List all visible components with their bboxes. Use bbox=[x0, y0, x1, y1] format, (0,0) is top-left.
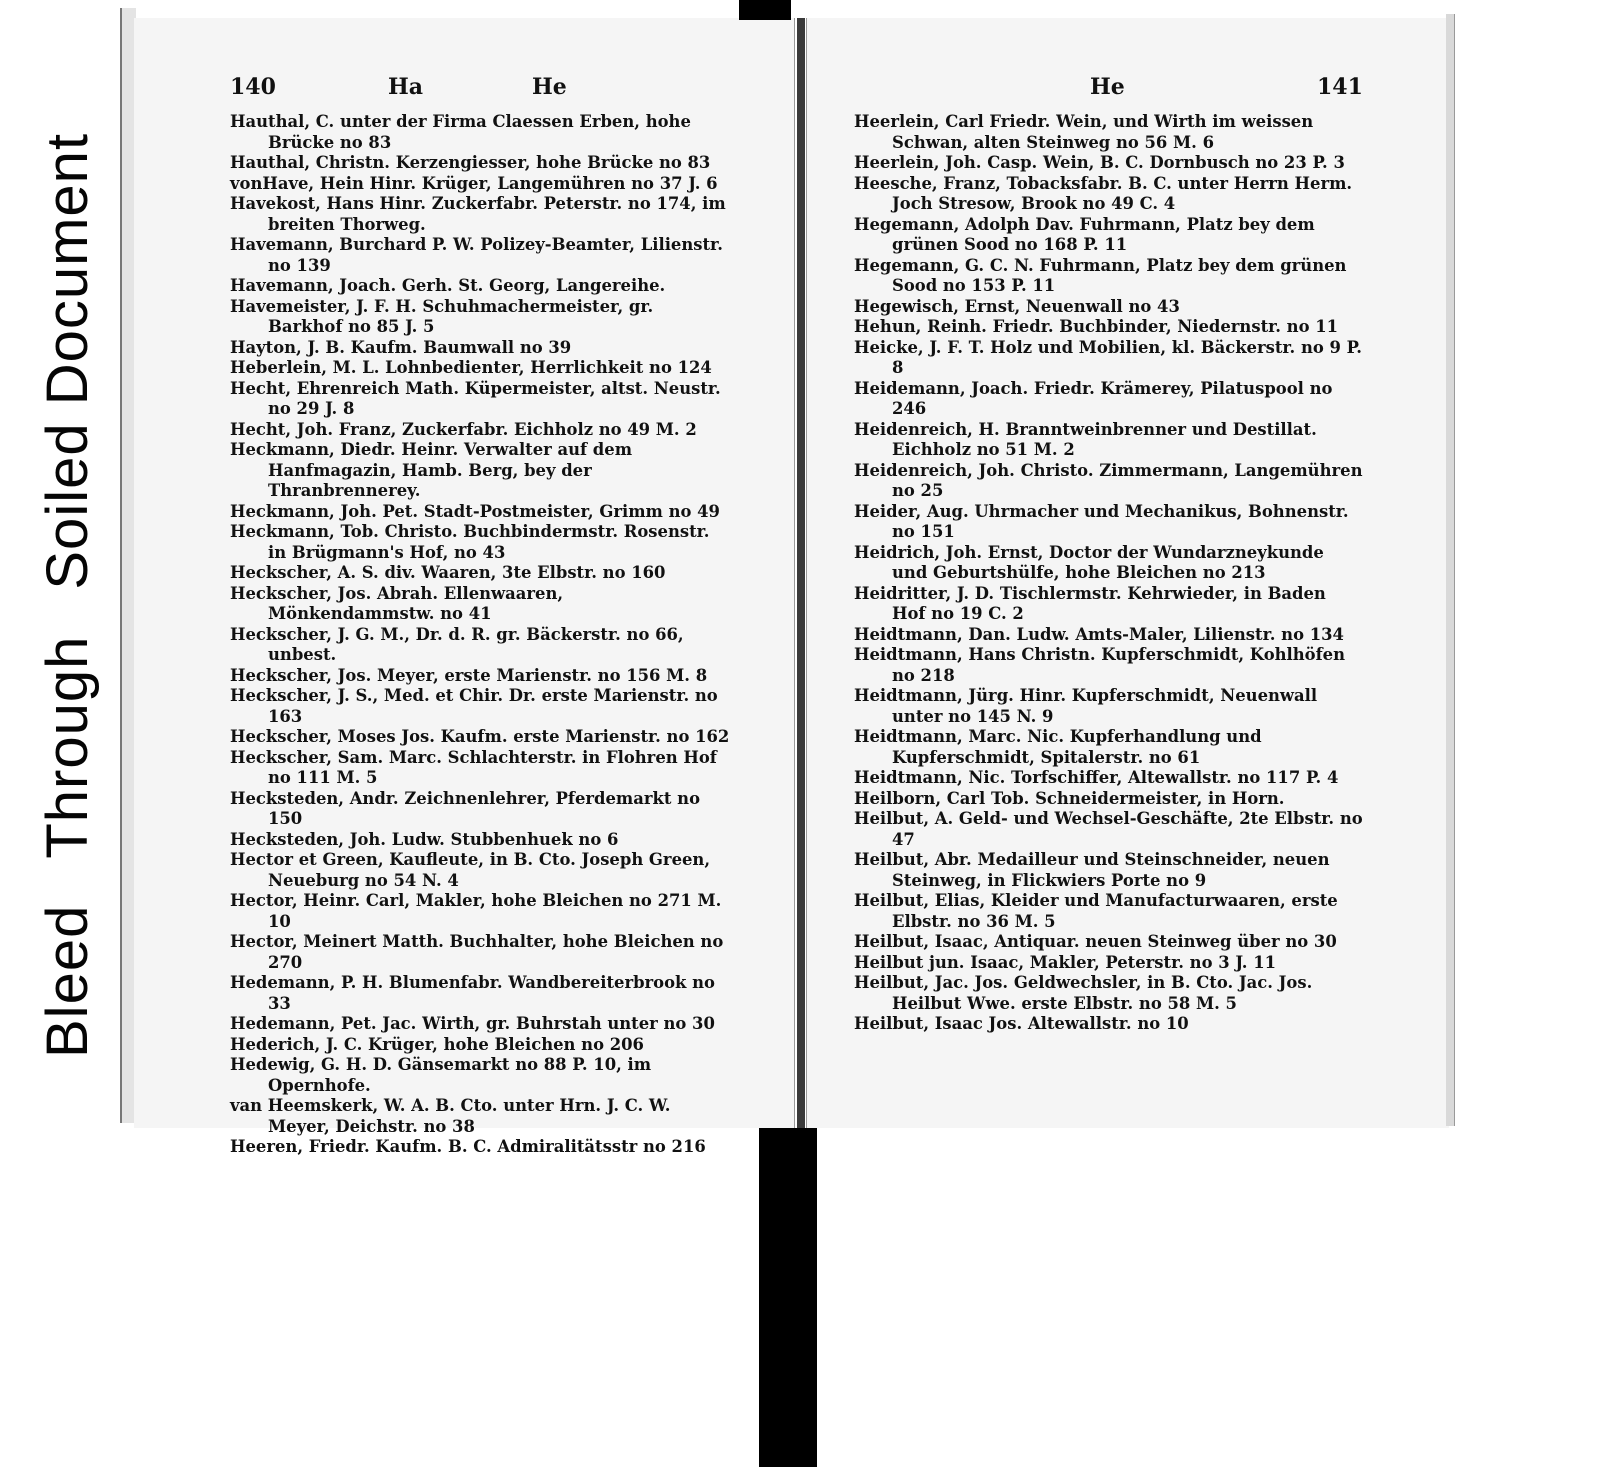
directory-entry: Heckmann, Joh. Pet. Stadt-Postmeister, Grimm no 49 bbox=[230, 501, 720, 521]
left-running-header-1: Ha bbox=[388, 74, 424, 100]
directory-entry: Heerlein, Joh. Casp. Wein, B. C. Dornbusch no 23 P. 3 bbox=[854, 153, 1345, 172]
book-spine-gutter bbox=[797, 18, 805, 1130]
directory-entry: Hauthal, Christn. Kerzengiesser, hohe Brücke no 83 bbox=[230, 153, 711, 172]
directory-entry: Heidenreich, H. Branntweinbrenner und Destillat. Eichholz no 51 M. 2 bbox=[854, 419, 1317, 459]
directory-entry: van Heemskerk, W. A. B. Cto. unter Hrn. J. C. W. Meyer, Deichstr. no 38 bbox=[230, 1096, 671, 1136]
directory-entry: Heidtmann, Nic. Torfschiffer, Altewallstr. no 117 P. 4 bbox=[854, 768, 1339, 787]
directory-entry: Hauthal, C. unter der Firma Claessen Erben, hohe Brücke no 83 bbox=[230, 112, 691, 152]
directory-entry: Heckmann, Diedr. Heinr. Verwalter auf dem Hanfmagazin, Hamb. Berg, bey der Thranbrennerey. bbox=[230, 440, 633, 500]
label-word-soiled-document: Soiled Document bbox=[35, 132, 100, 590]
directory-entry: Heckscher, Sam. Marc. Schlachterstr. in Flohren Hof no 111 M. 5 bbox=[230, 747, 717, 787]
directory-entry: Heidenreich, Joh. Christo. Zimmermann, Langemühren no 25 bbox=[854, 460, 1363, 500]
directory-entry: Heckscher, J. S., Med. et Chir. Dr. erste Marienstr. no 163 bbox=[230, 686, 718, 726]
directory-entry: Heckmann, Tob. Christo. Buchbindermstr. Rosenstr. in Brügmann's Hof, no 43 bbox=[230, 522, 710, 562]
directory-entry: Heberlein, M. L. Lohnbedienter, Herrlichkeit no 124 bbox=[230, 358, 712, 377]
directory-entry: Heilbut, Jac. Jos. Geldwechsler, in B. Cto. Jac. Jos. Heilbut Wwe. erste Elbstr. no 58 M. 5 bbox=[854, 973, 1313, 1013]
directory-entry: Hehun, Reinh. Friedr. Buchbinder, Niedernstr. no 11 bbox=[854, 317, 1339, 336]
directory-entry: Heider, Aug. Uhrmacher und Mechanikus, Bohnenstr. no 151 bbox=[854, 501, 1349, 541]
directory-entry: Heckscher, Moses Jos. Kaufm. erste Marienstr. no 162 bbox=[230, 727, 730, 746]
directory-entry: Heilbut, A. Geld- und Wechsel-Geschäfte, 2te Elbstr. no 47 bbox=[854, 809, 1363, 849]
directory-entry: Heicke, J. F. T. Holz und Mobilien, kl. Bäckerstr. no 9 P. 8 bbox=[854, 337, 1362, 377]
directory-entry: Heerlein, Carl Friedr. Wein, und Wirth im weissen Schwan, alten Steinweg no 56 M. 6 bbox=[854, 112, 1314, 152]
left-entries-list bbox=[230, 112, 730, 1158]
directory-entry: Heidtmann, Dan. Ludw. Amts-Maler, Lilienstr. no 134 bbox=[854, 624, 1344, 644]
directory-entry: Heidtmann, Marc. Nic. Kupferhandlung und Kupferschmidt, Spitalerstr. no 61 bbox=[854, 727, 1262, 767]
directory-entry: Heckscher, Jos. Abrah. Ellenwaaren, Mönkendammstw. no 41 bbox=[230, 583, 564, 623]
directory-entry: Heeren, Friedr. Kaufm. B. C. Admiralitätsstr no 216 bbox=[230, 1137, 706, 1156]
directory-entry: Hector et Green, Kaufleute, in B. Cto. Joseph Green, Neueburg no 54 N. 4 bbox=[230, 850, 711, 890]
directory-entry: Havekost, Hans Hinr. Zuckerfabr. Peterstr. no 174, im breiten Thorweg. bbox=[230, 194, 726, 234]
directory-entry: Heesche, Franz, Tobacksfabr. B. C. unter Herrn Herm. Joch Stresow, Brook no 49 C. 4 bbox=[854, 173, 1353, 213]
directory-entry: Hedemann, Pet. Jac. Wirth, gr. Buhrstah unter no 30 bbox=[230, 1014, 715, 1033]
right-page-number: 141 bbox=[1317, 74, 1363, 100]
directory-entry: Havemann, Joach. Gerh. St. Georg, Langereihe. bbox=[230, 276, 666, 295]
directory-entry: Heilbut, Elias, Kleider und Manufacturwaaren, erste Elbstr. no 36 M. 5 bbox=[854, 891, 1338, 931]
label-word-through: Through bbox=[35, 635, 100, 859]
directory-entry: Heilborn, Carl Tob. Schneidermeister, in Horn. bbox=[854, 788, 1285, 808]
left-running-header-2: He bbox=[532, 74, 567, 100]
directory-entry: Hecksteden, Joh. Ludw. Stubbenhuek no 6 bbox=[230, 829, 619, 849]
directory-entry: Hegemann, G. C. N. Fuhrmann, Platz bey dem grünen Sood no 153 P. 11 bbox=[854, 255, 1347, 295]
directory-entry: Hecht, Joh. Franz, Zuckerfabr. Eichholz no 49 M. 2 bbox=[230, 419, 697, 439]
right-entries-list bbox=[854, 112, 1364, 1035]
directory-entry: Heidritter, J. D. Tischlermstr. Kehrwieder, in Baden Hof no 19 C. 2 bbox=[854, 583, 1326, 623]
directory-entry: Hegemann, Adolph Dav. Fuhrmann, Platz bey dem grünen Sood no 168 P. 11 bbox=[854, 214, 1315, 254]
directory-entry: Heilbut, Abr. Medailleur und Steinschneider, neuen Steinweg, in Flickwiers Porte no 9 bbox=[854, 850, 1330, 890]
directory-entry: Hector, Meinert Matth. Buchhalter, hohe Bleichen no 270 bbox=[230, 932, 724, 972]
directory-entry: Heidtmann, Jürg. Hinr. Kupferschmidt, Neuenwall unter no 145 N. 9 bbox=[854, 686, 1318, 726]
bookmark-ribbon bbox=[759, 1128, 817, 1467]
directory-entry: Hector, Heinr. Carl, Makler, hohe Bleichen no 271 M. 10 bbox=[230, 891, 722, 931]
bleed-through-soiled-document-label bbox=[34, 133, 101, 1058]
directory-entry: Hayton, J. B. Kaufm. Baumwall no 39 bbox=[230, 337, 572, 357]
directory-entry: Heilbut, Isaac Jos. Altewallstr. no 10 bbox=[854, 1014, 1189, 1033]
directory-entry: Havemeister, J. F. H. Schuhmachermeister, gr. Barkhof no 85 J. 5 bbox=[230, 296, 654, 336]
directory-entry: Heckscher, Jos. Meyer, erste Marienstr. no 156 M. 8 bbox=[230, 665, 708, 685]
label-word-bleed: Bleed bbox=[35, 904, 100, 1058]
directory-entry: Hegewisch, Ernst, Neuenwall no 43 bbox=[854, 296, 1180, 316]
book-right-edge bbox=[1446, 14, 1455, 1126]
directory-entry: Heidemann, Joach. Friedr. Krämerey, Pilatuspool no 246 bbox=[854, 378, 1333, 418]
directory-entry: Heckscher, A. S. div. Waaren, 3te Elbstr. no 160 bbox=[230, 563, 666, 582]
left-page-number: 140 bbox=[230, 74, 276, 100]
directory-entry: Heckscher, J. G. M., Dr. d. R. gr. Bäckerstr. no 66, unbest. bbox=[230, 624, 684, 664]
spine-top-band bbox=[739, 0, 791, 20]
directory-entry: Hederich, J. C. Krüger, hohe Bleichen no 206 bbox=[230, 1034, 644, 1054]
directory-entry: Heilbut, Isaac, Antiquar. neuen Steinweg über no 30 bbox=[854, 932, 1337, 951]
directory-entry: Hedemann, P. H. Blumenfabr. Wandbereiterbrook no 33 bbox=[230, 973, 715, 1013]
directory-entry: Heidrich, Joh. Ernst, Doctor der Wundarzneykunde und Geburtshülfe, hohe Bleichen no 213 bbox=[854, 542, 1324, 582]
directory-entry: Heidtmann, Hans Christn. Kupferschmidt, Kohlhöfen no 218 bbox=[854, 645, 1346, 685]
directory-entry: Hedewig, G. H. D. Gänsemarkt no 88 P. 10, im Opernhofe. bbox=[230, 1055, 652, 1095]
directory-entry: Hecht, Ehrenreich Math. Küpermeister, altst. Neustr. no 29 J. 8 bbox=[230, 378, 721, 418]
directory-entry: Hecksteden, Andr. Zeichnenlehrer, Pferdemarkt no 150 bbox=[230, 788, 701, 828]
directory-entry: Havemann, Burchard P. W. Polizey-Beamter, Lilienstr. no 139 bbox=[230, 235, 723, 275]
right-running-header: He bbox=[1090, 74, 1125, 100]
directory-entry: Heilbut jun. Isaac, Makler, Peterstr. no 3 J. 11 bbox=[854, 952, 1277, 972]
directory-entry: vonHave, Hein Hinr. Krüger, Langemühren no 37 J. 6 bbox=[230, 173, 718, 193]
